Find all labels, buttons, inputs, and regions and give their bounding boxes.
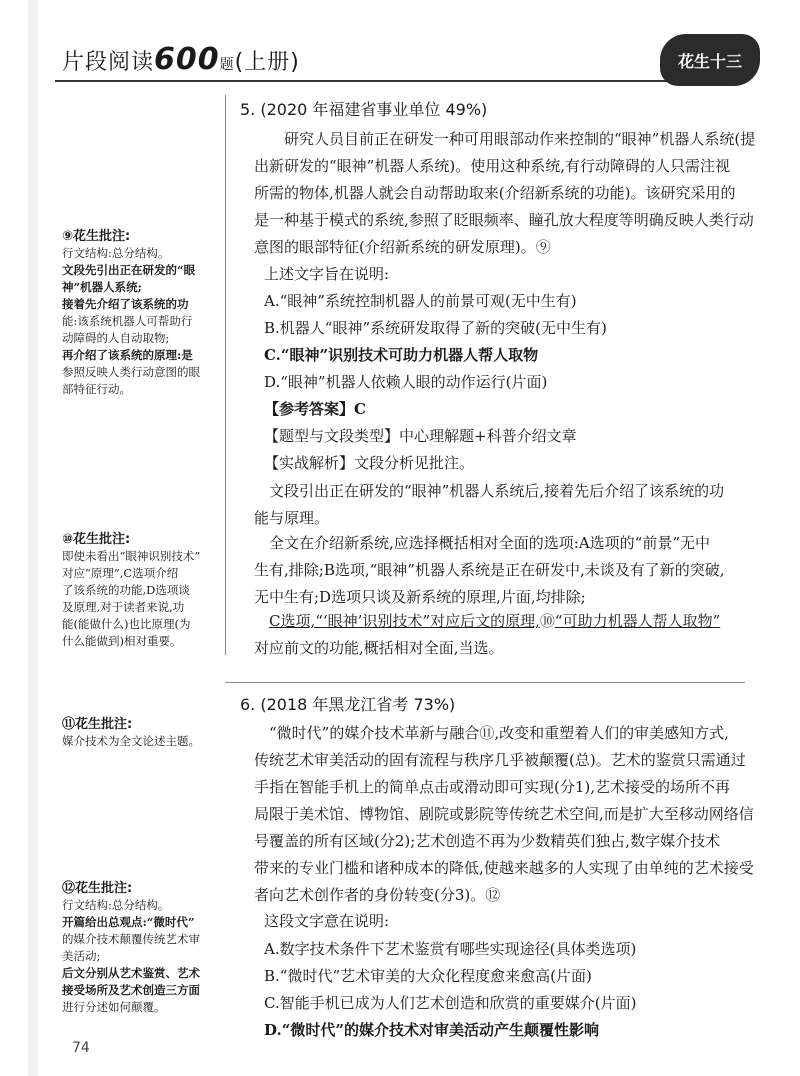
question-6-option-c: C.智能手机已成为人们艺术创造和欣赏的重要媒介(片面) (264, 994, 637, 1012)
question-5-option-a: A.“眼神”系统控制机器人的前景可观(无中生有) (264, 292, 577, 310)
question-5-option-c: C.“眼神”识别技术可助力机器人帮人取物 (264, 346, 539, 364)
peanut-logo: 花生十三 (660, 34, 760, 86)
side-note-12: ⑫花生批注: 行文结构:总分结构。 开篇给出总观点:“微时代” 的媒介技术颠覆传统艺术审 美活动; 后文分别从艺术鉴赏、艺术 接受场所及艺术创造三方面 进行分述如何颠覆。 (62, 881, 200, 1014)
question-5-analysis-2: 全文在介绍新系统,应选择概括相对全面的选项:A选项的“前景”无中 生有,排除;B选项,“眼神”机器人系统是正在研发中,未谈及有了新的突破, 无中生有;D选项只谈及新系统的原理,片面,均排除; (254, 534, 725, 606)
question-6-header: 6. (2018 年黑龙江省考 73%) (240, 695, 456, 714)
question-5-type: 【题型与文段类型】中心理解题+科普介绍文章 (264, 427, 577, 445)
question-6-passage: “微时代”的媒介技术革新与融合⑪,改变和重塑着人们的审美感知方式, 传统艺术审美活动的固有流程与秩序几乎被颠覆(总)。艺术的鉴赏只需通过 手指在智能手机上的简单点击或滑动即可实现(分1),艺术接受的场所不再 局限于美术馆、博物馆、剧院或影院等传统艺术空间,而是扩大至移动网络信 号覆盖的所有区域(分2);艺术创造不再为少数精英们独占,数字媒介技术 带来的专业门槛和诸种成本的降低,使越来越多的人实现了由单纯的艺术接受 者向艺术创作者的身份转变(分3)。⑫ (254, 724, 754, 904)
question-5-option-b: B.机器人“眼神”系统研发取得了新的突破(无中生有) (264, 319, 607, 337)
side-note-11: ⑪花生批注: 媒介技术为全文论述主题。 (62, 717, 200, 748)
section-divider (225, 682, 745, 683)
question-5-option-d: D.“眼神”机器人依赖人眼的动作运行(片面) (264, 373, 548, 391)
question-5-header: 5. (2020 年福建省事业单位 49%) (240, 100, 488, 119)
question-6-stem: 这段文字意在说明: (264, 912, 390, 930)
question-5-stem: 上述文字旨在说明: (264, 265, 390, 283)
scan-edge (28, 0, 38, 1076)
side-note-9: ⑨花生批注: 行文结构:总分结构。 文段先引出正在研发的“眼 神”机器人系统; 接着先介绍了该系统的功 能:该系统机器人可帮助行 动障碍的人自动取物; 再介绍了该系统的原理:是 参照反映人类行动意图的眼 部特征行动。 (62, 229, 200, 396)
question-5-answer: 【参考答案】C (264, 400, 366, 418)
question-5-analysis-3: C选项,“‘眼神’识别技术”对应后文的原理,⑩“可助力机器人帮人取物” 对应前文的功能,概括相对全面,当选。 (254, 612, 721, 657)
page-number: 74 (72, 1040, 90, 1056)
question-6-option-b: B.“微时代”艺术审美的大众化程度愈来愈高(片面) (264, 967, 592, 985)
question-5-passage: 研究人员目前正在研发一种可用眼部动作来控制的“眼神”机器人系统(提 出新研发的“眼神”机器人系统)。使用这种系统,有行动障碍的人只需注视 所需的物体,机器人就会自动帮助取来(介绍新系统的功能)。该研究采用的 是一种基于模式的系统,参照了眨眼频率、瞳孔放大程度等明确反映人类行动 意图的眼部特征(介绍新系统的研发原理)。⑨ (254, 130, 756, 256)
question-6-option-a: A.数字技术条件下艺术鉴赏有哪些实现途径(具体类选项) (264, 940, 637, 958)
side-note-10: ⑩花生批注: 即使未看出“眼神识别技术” 对应“原理”,C选项介绍 了该系统的功能,D选项谈 及原理,对于读者来说,功 能(能做什么)也比原理(为 什么能做到)相对重要。 (62, 532, 201, 648)
question-6-option-d: D.“微时代”的媒介技术对审美活动产生颠覆性影响 (264, 1021, 599, 1039)
book-title: 片段阅读600题(上册) (62, 42, 300, 77)
question-5-analysis-1: 文段引出正在研发的“眼神”机器人系统后,接着先后介绍了该系统的功 能与原理。 (254, 482, 725, 527)
header-rule (55, 80, 685, 82)
question-5-analysis-label: 【实战解析】文段分析见批注。 (264, 454, 475, 472)
column-divider (225, 95, 226, 655)
